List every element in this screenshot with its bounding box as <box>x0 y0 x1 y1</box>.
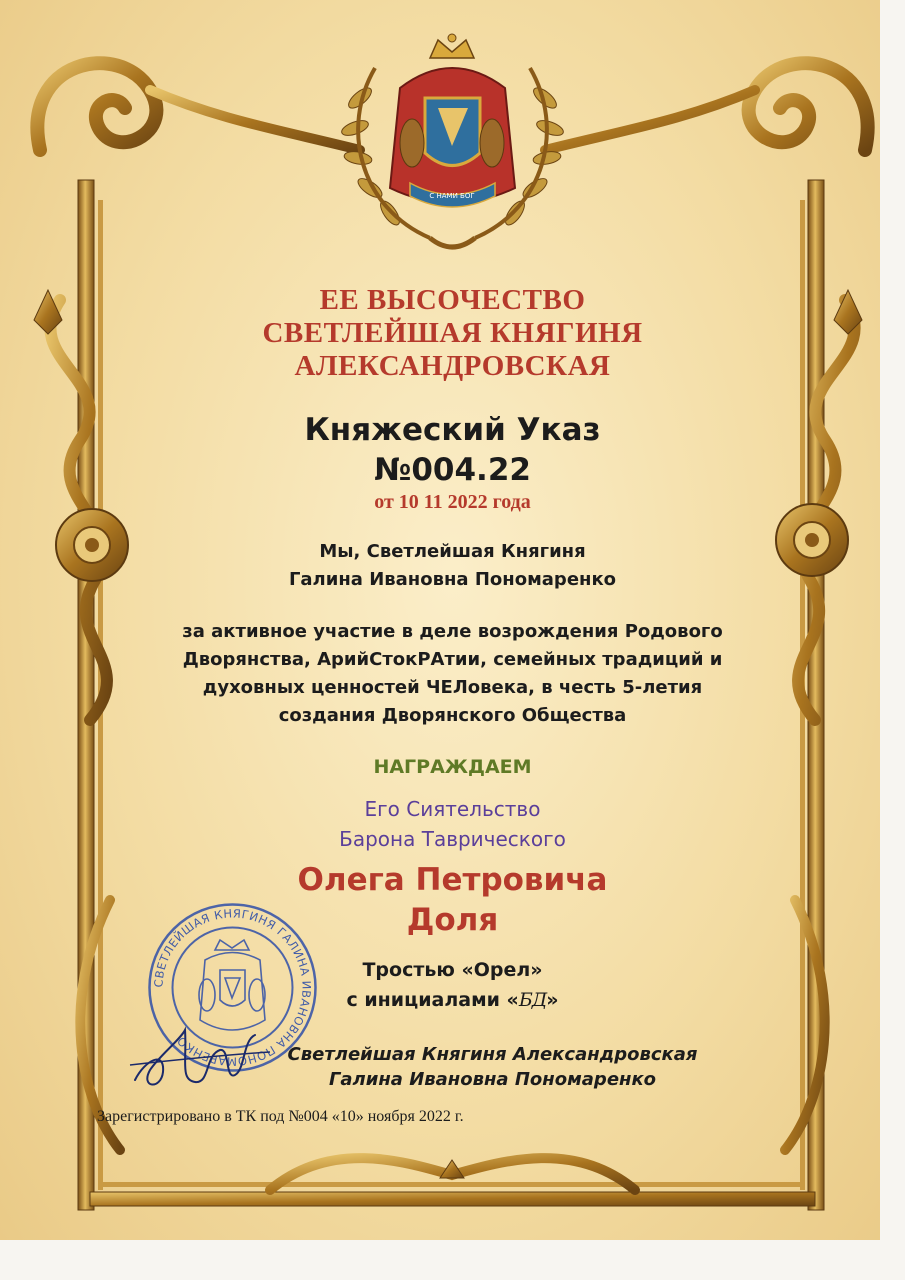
registration-note: Зарегистрировано в ТК под №004 «10» ноября 2022 г. <box>97 1108 464 1125</box>
gift-line2-text: с инициалами « <box>346 989 519 1011</box>
issuer-block <box>0 538 905 594</box>
reason-line3: духовных ценностей ЧЕЛовека, в честь 5-летия <box>202 677 703 698</box>
signature-block <box>40 1042 905 1092</box>
reason-line1: за активное участие в деле возрождения Родового <box>182 621 723 642</box>
gift-initials: БД <box>518 989 547 1011</box>
header-title-line2: СВЕТЛЕЙШАЯ КНЯГИНЯ <box>262 317 643 349</box>
award-title-line1: Его Сиятельство <box>364 797 541 821</box>
recipient-name <box>0 860 905 940</box>
crest-motto: С НАМИ БОГ <box>429 192 475 200</box>
gift-line1: Тростью «Орел» <box>362 959 543 981</box>
header-title-line1: ЕЕ ВЫСОЧЕСТВО <box>319 284 586 316</box>
reason-line2: Дворянства, АрийСтокРАтии, семейных традиций и <box>182 649 723 670</box>
issuer-line2: Галина Ивановна Пономаренко <box>288 569 617 590</box>
reason-line4: создания Дворянского Общества <box>278 705 627 726</box>
decree-block <box>0 410 905 490</box>
decree-title: Княжеский Указ <box>304 412 601 448</box>
coat-of-arms-crest <box>330 28 575 268</box>
reason-block <box>0 618 905 730</box>
decree-number: №004.22 <box>374 452 531 488</box>
stamp-ring-text: СВЕТЛЕЙШАЯ КНЯГИНЯ ГАЛИНА ИВАНОВНА ПОНОМАРЕНКО <box>151 906 314 1069</box>
recipient-name-line1: Олега Петровича <box>297 862 608 898</box>
header-title-line3: АЛЕКСАНДРОВСКАЯ <box>294 350 611 382</box>
award-title-block <box>0 794 905 854</box>
award-title-line2: Барона Таврического <box>339 827 566 851</box>
issuer-line1: Мы, Светлейшая Княгиня <box>319 541 586 562</box>
decree-date: от 10 11 2022 года <box>374 491 531 513</box>
award-verb: НАГРАЖДАЕМ <box>373 756 532 778</box>
gift-block <box>0 955 905 1015</box>
signature-line1: Светлейшая Княгиня Александровская <box>287 1044 698 1065</box>
signature-line2: Галина Ивановна Пономаренко <box>328 1069 657 1090</box>
gift-initials-close: » <box>546 989 559 1011</box>
recipient-name-line2: Доля <box>406 902 499 938</box>
header-title <box>0 284 905 383</box>
